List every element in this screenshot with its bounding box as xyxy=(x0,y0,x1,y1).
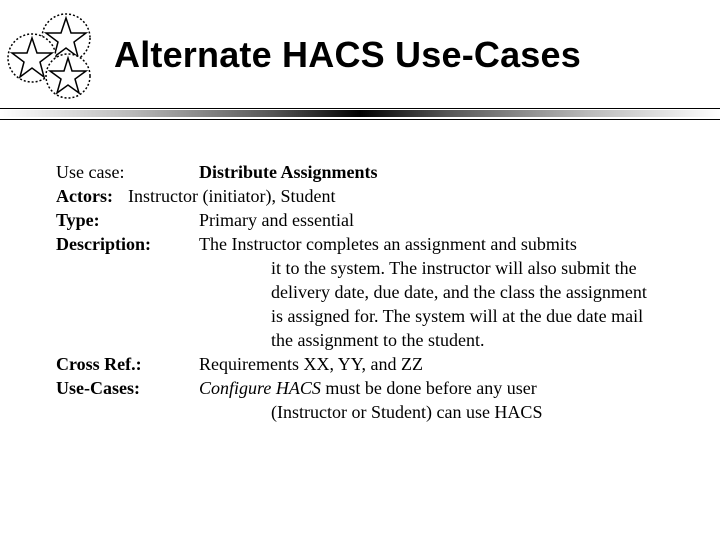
type-label: Type: xyxy=(56,210,100,230)
description-line: The Instructor completes an assignment and submits xyxy=(199,234,577,254)
description-line: is assigned for. The system will at the due date mail xyxy=(271,306,644,326)
actors-value: Instructor (initiator), Student xyxy=(128,186,336,206)
description-label: Description: xyxy=(56,234,151,254)
use-cases-value xyxy=(199,376,537,400)
use-cases-label: Use-Cases: xyxy=(56,378,140,398)
actors-label: Actors: xyxy=(56,186,113,206)
use-case-value: Distribute Assignments xyxy=(199,162,378,182)
title-divider xyxy=(0,108,720,120)
use-case-label: Use case: xyxy=(56,162,125,182)
use-cases-rest: must be done before any user xyxy=(320,378,537,398)
slide-title: Alternate HACS Use-Cases xyxy=(114,34,581,75)
use-cases-link-text: Configure HACS xyxy=(199,378,321,398)
cross-ref-label: Cross Ref.: xyxy=(56,354,142,374)
cross-ref-value: Requirements XX, YY, and ZZ xyxy=(199,354,423,374)
description-line: the assignment to the student. xyxy=(271,330,485,350)
use-cases-line2: (Instructor or Student) can use HACS xyxy=(271,402,543,422)
description-line: delivery date, due date, and the class the assignment xyxy=(271,282,647,302)
description-line: it to the system. The instructor will also submit the xyxy=(271,258,637,278)
type-value: Primary and essential xyxy=(199,210,354,230)
stars-logo-icon xyxy=(4,6,96,102)
